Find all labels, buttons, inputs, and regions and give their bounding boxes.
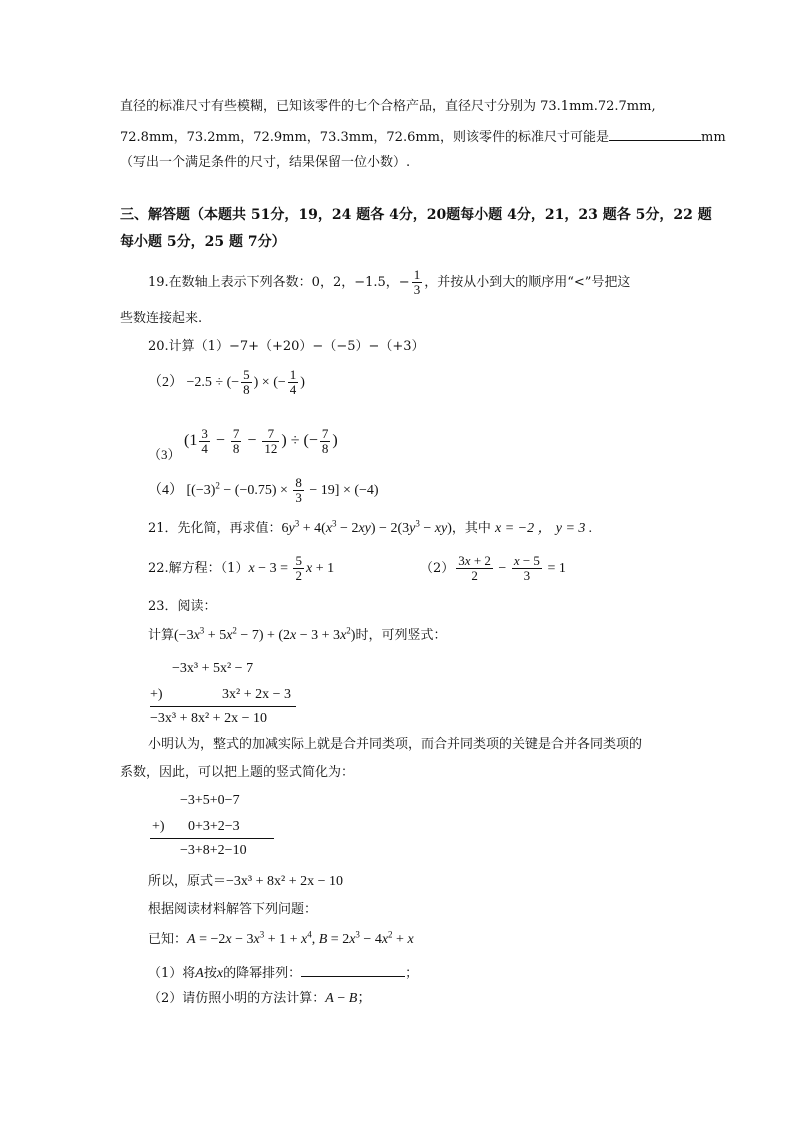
q23-known-expr: $A = -2x - 3x^3 + 1 + x^4$, $B = 2x^3 - 4x^2 + x$ <box>187 929 414 947</box>
q23-sub1-end: ； <box>405 966 419 981</box>
q20-part4 <box>148 476 379 506</box>
q23-sub1-b: 按 <box>203 966 217 981</box>
q23-calc <box>148 627 446 645</box>
q23-calc-expr: $(-3x^3 + 5x^2 - 7) + (2x - 3 + 3x^2)$ <box>174 625 356 643</box>
q20-part3 <box>148 424 338 462</box>
q22-eq1: x − 3 = $\frac{5}{2}$ x + 1 <box>248 553 335 584</box>
q21-cond: ，其中 <box>451 521 491 536</box>
q23-result <box>148 873 343 891</box>
q20-part2-expr: −2.5 ÷ (− $\frac{5}{8}$ ) × (− $\frac{1}{4}$ ) <box>186 367 305 398</box>
q20-part4-expr: [$(-3)^2 - (-0.75)$ × $\frac{8}{3}$ − 19] × (−4) <box>186 475 379 506</box>
q19-line2: 些数连接起来. <box>120 311 203 326</box>
q23-label: 23．阅读： <box>148 599 217 614</box>
q22-label: 22.解方程：（1） <box>148 561 249 576</box>
fill-problem-line3: （写出一个满足条件的尺寸，结果保留一位小数）. <box>120 155 411 170</box>
vform2-plus: +) <box>152 819 165 834</box>
q21-x: x = −2 ， <box>495 521 552 536</box>
q22-line2 <box>420 554 566 584</box>
q22-line <box>148 554 334 584</box>
q21-expr: $6y^3 + 4(x^3 - 2xy) - 2(3y^3 - xy)$ <box>281 518 452 536</box>
q21-text: 21．先化简，再求值： <box>148 521 282 536</box>
q22-label2: （2） <box>420 561 455 576</box>
q20-part3-label: （3） <box>148 447 181 462</box>
q20-part4-label: （4） <box>148 483 183 498</box>
q23-known <box>148 931 414 949</box>
q23-sub1-a: （1）将 <box>148 966 196 981</box>
q20-part3-expr: (1 $\frac{3}{4}$ − $\frac{7}{8}$ − $\frac{7}{12}$ ) ÷ (− $\frac{7}{8}$ ) <box>184 425 338 456</box>
fill-problem-line2-text: 72.8mm，73.2mm，72.9mm，73.3mm，72.6mm，则该零件的标准尺寸可能是 <box>120 130 609 145</box>
sub1-answer-blank[interactable] <box>301 962 405 977</box>
q20-part2 <box>148 368 305 398</box>
q19-text2: ，并按从小到大的顺序用“<”号把这 <box>424 275 631 290</box>
vform1-plus: +) <box>150 687 163 702</box>
fill-problem-line2 <box>120 126 726 147</box>
unit-mm: mm <box>701 130 726 145</box>
q23-calc-prefix: 计算 <box>148 628 175 643</box>
q23-sub1-c: 的降幂排列： <box>223 966 302 981</box>
q23-ask: 根据阅读材料解答下列问题： <box>148 902 318 917</box>
q23-sub2-text: （2）请仿照小明的方法计算： <box>148 991 326 1006</box>
q23-known-prefix: 已知： <box>148 932 188 947</box>
fill-problem-line1: 直径的标准尺寸有些模糊，已知该零件的七个合格产品，直径尺寸分别为 73.1mm.72.7mm, <box>120 99 656 114</box>
vform2-rule <box>150 838 274 839</box>
q23-result-prefix: 所以，原式＝ <box>148 874 227 889</box>
q23-sub1: （1）将A按x的降幂排列： ； <box>148 962 418 983</box>
vform1-row3: −3x³ + 8x² + 2x − 10 <box>150 711 267 726</box>
frac-den: 3 <box>413 282 421 297</box>
q21-line <box>148 520 592 538</box>
q20-part1: 20.计算（1）−7+（+20）−（−5）−（+3） <box>148 339 425 354</box>
vform1-row1: −3x³ + 5x² − 7 <box>172 661 254 676</box>
q19-line1 <box>148 268 630 297</box>
q19-text1: 19.在数轴上表示下列各数：0，2，−1.5，− <box>148 275 410 290</box>
answer-blank[interactable] <box>609 126 701 141</box>
q23-para1: 小明认为，整式的加减实际上就是合并同类项，而合并同类项的关键是合并各同类项的 <box>148 737 643 752</box>
vform2-row3: −3+8+2−10 <box>180 843 247 858</box>
section-heading-line2: 每小题 5分，25 题 7分） <box>120 234 286 250</box>
q23-sub2-expr: A − B； <box>325 991 372 1006</box>
q21-y: y = 3 . <box>555 521 593 536</box>
q23-para2: 系数，因此，可以把上题的竖式简化为： <box>120 765 355 780</box>
q19-fraction <box>412 268 423 297</box>
q23-calc-suffix: 时，可列竖式： <box>355 628 447 643</box>
q22-eq2: $\frac{3x + 2}{2}$ − $\frac{x - 5}{3}$ = 1 <box>458 553 566 584</box>
frac-num: 1 <box>413 267 421 282</box>
vform2-row2: 0+3+2−3 <box>188 819 240 834</box>
vform1-row2: 3x² + 2x − 3 <box>222 687 291 702</box>
section-heading-line1: 三、解答题（本题共 51分，19，24 题各 4分，20题每小题 4分，21，23 题各 5分，22 题 <box>120 207 712 223</box>
q23-sub2 <box>148 990 371 1008</box>
q20-part2-label: （2） <box>148 375 183 390</box>
vform1-rule <box>150 706 296 707</box>
q23-result-expr: −3x³ + 8x² + 2x − 10 <box>226 874 343 889</box>
vform2-row1: −3+5+0−7 <box>180 793 240 808</box>
